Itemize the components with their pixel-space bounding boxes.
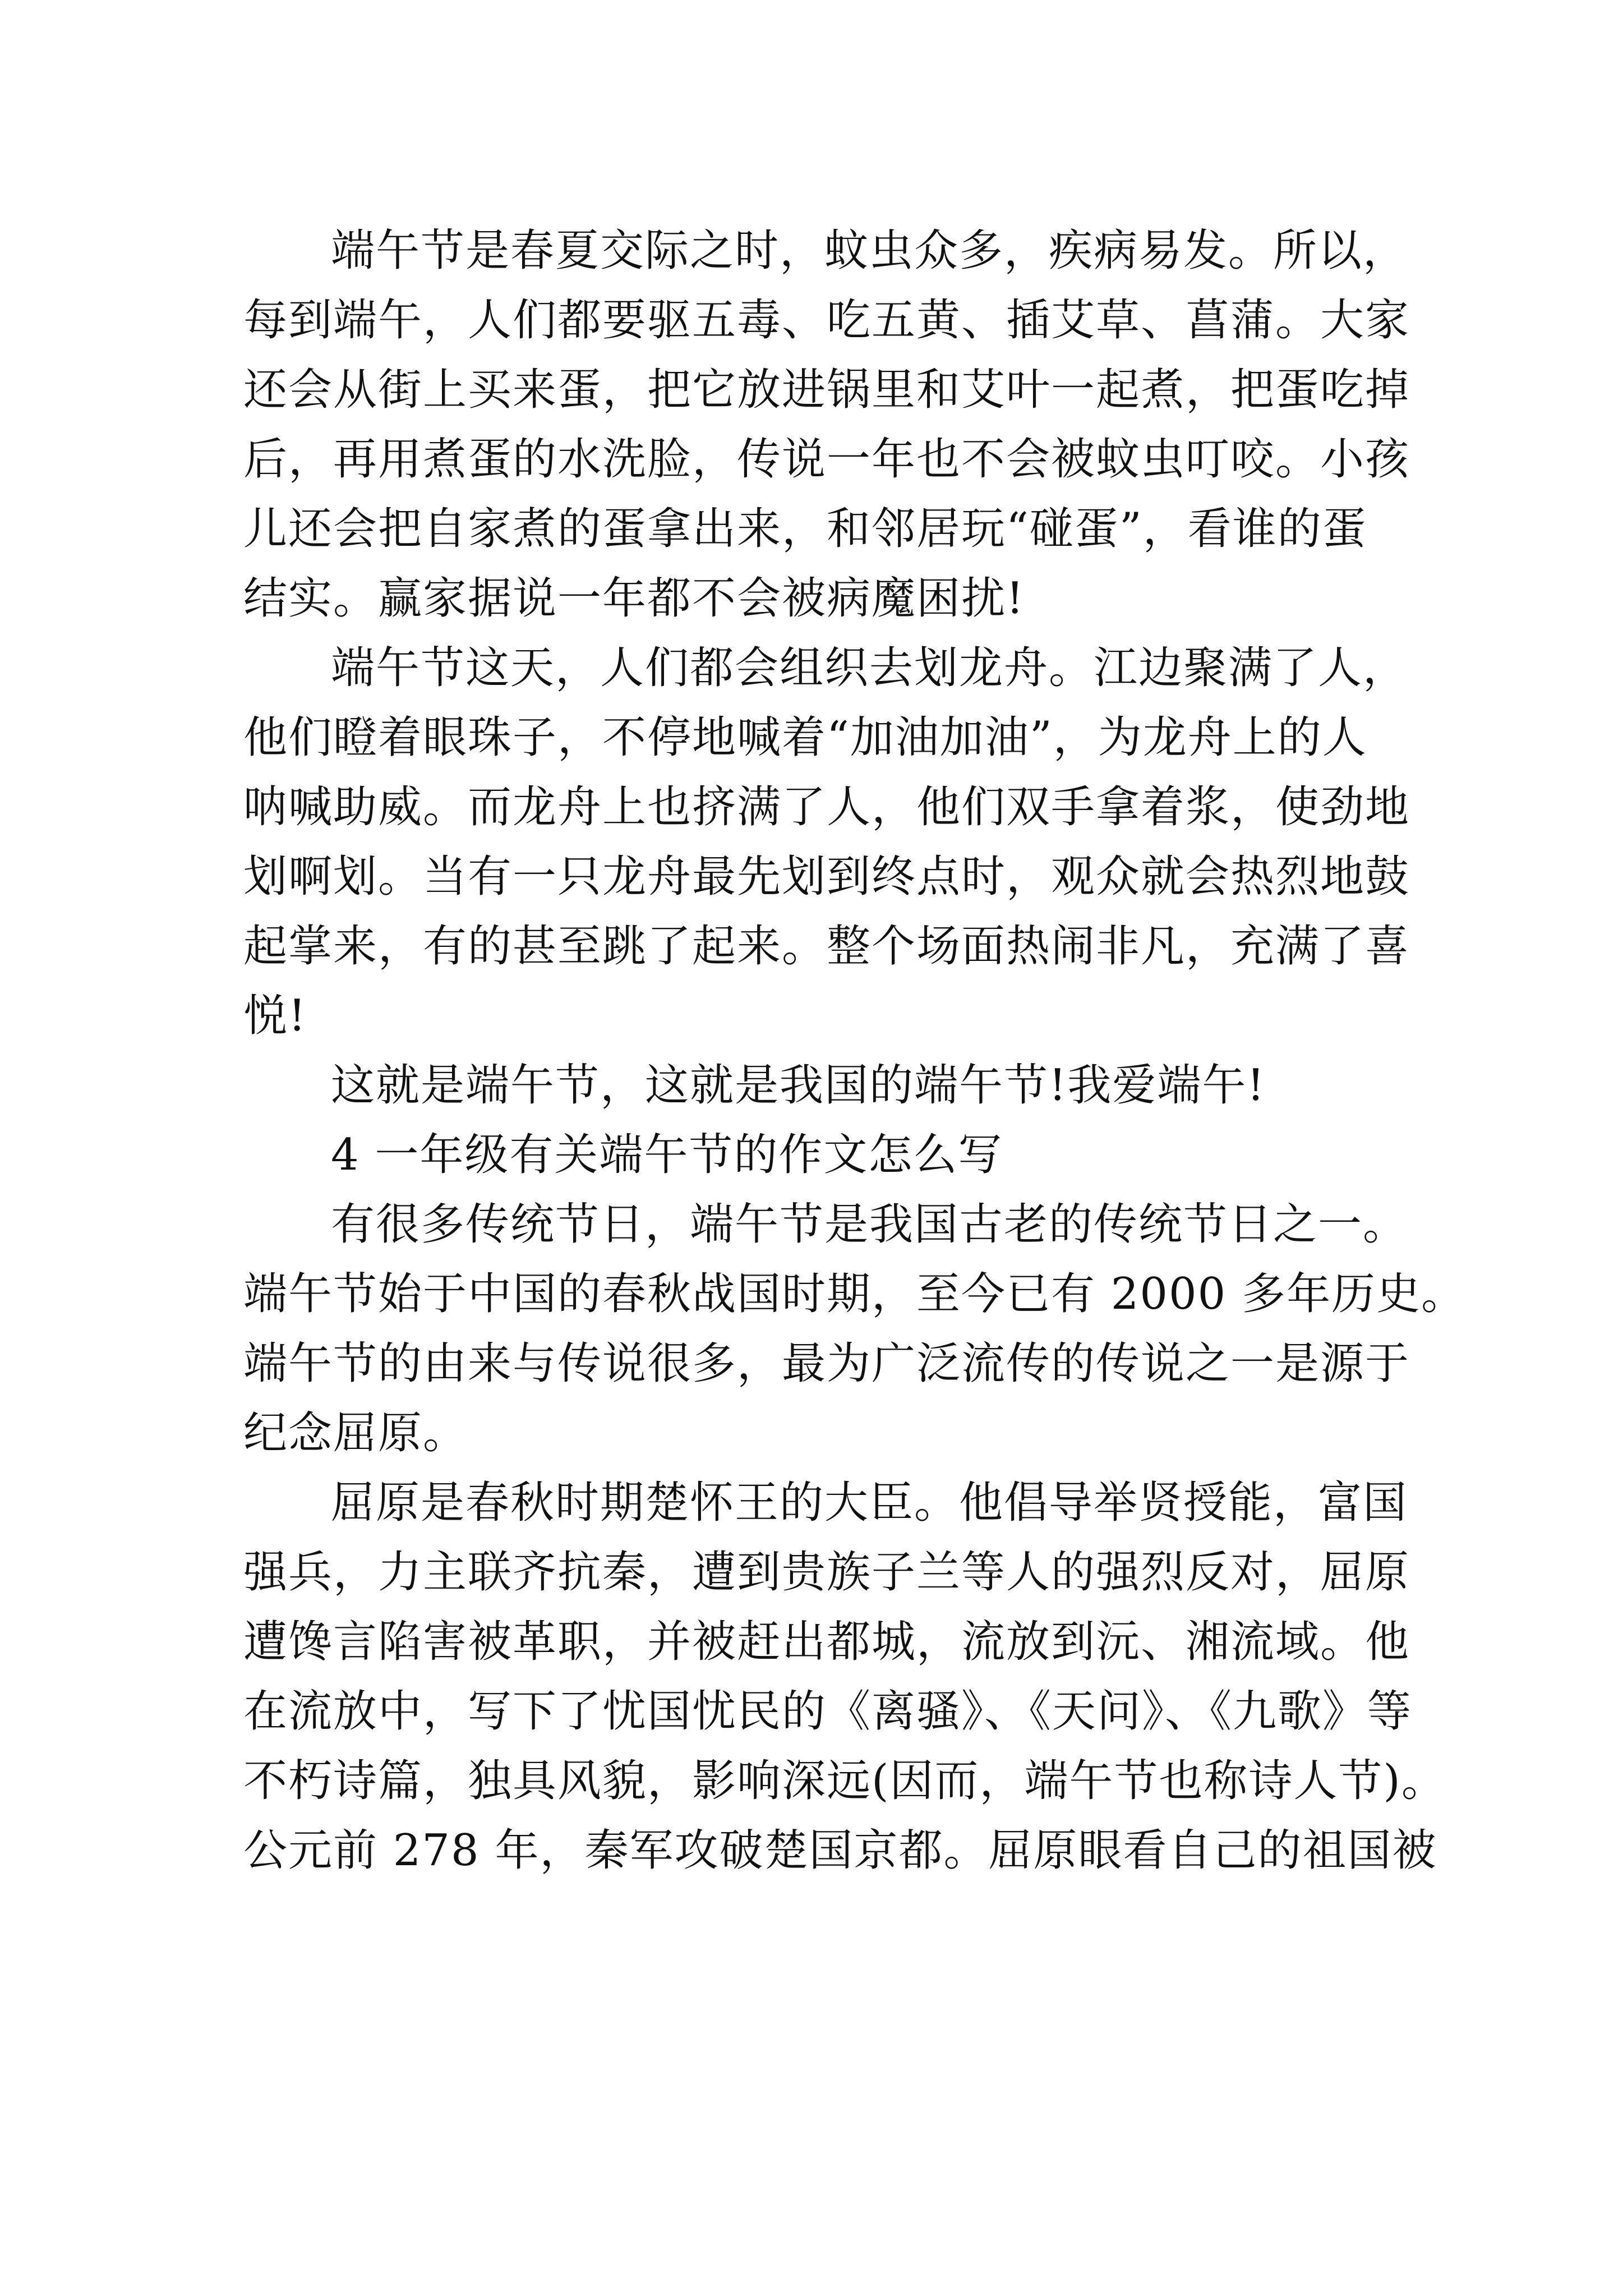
text-line: 起掌来，有的甚至跳了起来。整个场面热闹非凡，充满了喜: [243, 921, 1410, 972]
text-line: 呐喊助威。而龙舟上也挤满了人，他们双手拿着浆，使劲地: [243, 782, 1410, 832]
text-line: 每到端午，人们都要驱五毒、吃五黄、插艾草、菖蒲。大家: [243, 295, 1410, 346]
text-line: 儿还会把自家煮的蛋拿出来，和邻居玩“碰蛋”，看谁的蛋: [243, 504, 1367, 554]
text-line: 端午节始于中国的春秋战国时期，至今已有 2000 多年历史。: [243, 1269, 1467, 1319]
text-line: 不朽诗篇，独具风貌，影响深远(因而，端午节也称诗人节)。: [243, 1756, 1446, 1806]
section-heading: 4 一年级有关端午节的作文怎么写: [331, 1130, 1003, 1180]
text-line: 纪念屈原。: [243, 1408, 468, 1458]
text-line: 强兵，力主联齐抗秦，遭到贵族子兰等人的强烈反对，屈原: [243, 1547, 1410, 1598]
text-line: 有很多传统节日，端午节是我国古老的传统节日之一。: [331, 1199, 1408, 1250]
text-line: 遭馋言陷害被革职，并被赶出都城，流放到沅、湘流域。他: [243, 1617, 1410, 1667]
text-line: 悦!: [243, 991, 307, 1041]
text-line: 端午节这天，人们都会组织去划龙舟。江边聚满了人，: [331, 643, 1408, 693]
text-line: 结实。赢家据说一年都不会被病魔困扰!: [243, 573, 1025, 624]
text-line: 还会从街上买来蛋，把它放进锅里和艾叶一起煮，把蛋吃掉: [243, 365, 1410, 415]
text-line: 公元前 278 年，秦军攻破楚国京都。屈原眼看自己的祖国被: [243, 1825, 1437, 1876]
text-line: 这就是端午节，这就是我国的端午节!我爱端午!: [331, 1060, 1266, 1111]
text-line: 端午节的由来与传说很多，最为广泛流传的传说之一是源于: [243, 1338, 1410, 1389]
text-line: 在流放中，写下了忧国忧民的《离骚》、《天问》、《九歌》等: [243, 1686, 1413, 1737]
text-line: 他们瞪着眼珠子，不停地喊着“加油加油”，为龙舟上的人: [243, 712, 1367, 763]
text-line: 屈原是春秋时期楚怀王的大臣。他倡导举贤授能，富国: [331, 1478, 1408, 1528]
text-line: 划啊划。当有一只龙舟最先划到终点时，观众就会热烈地鼓: [243, 852, 1410, 902]
document-body: [243, 216, 1467, 1885]
text-line: 后，再用煮蛋的水洗脸，传说一年也不会被蚊虫叮咬。小孩: [243, 434, 1410, 485]
text-line: 端午节是春夏交际之时，蚊虫众多，疾病易发。所以，: [331, 226, 1408, 276]
